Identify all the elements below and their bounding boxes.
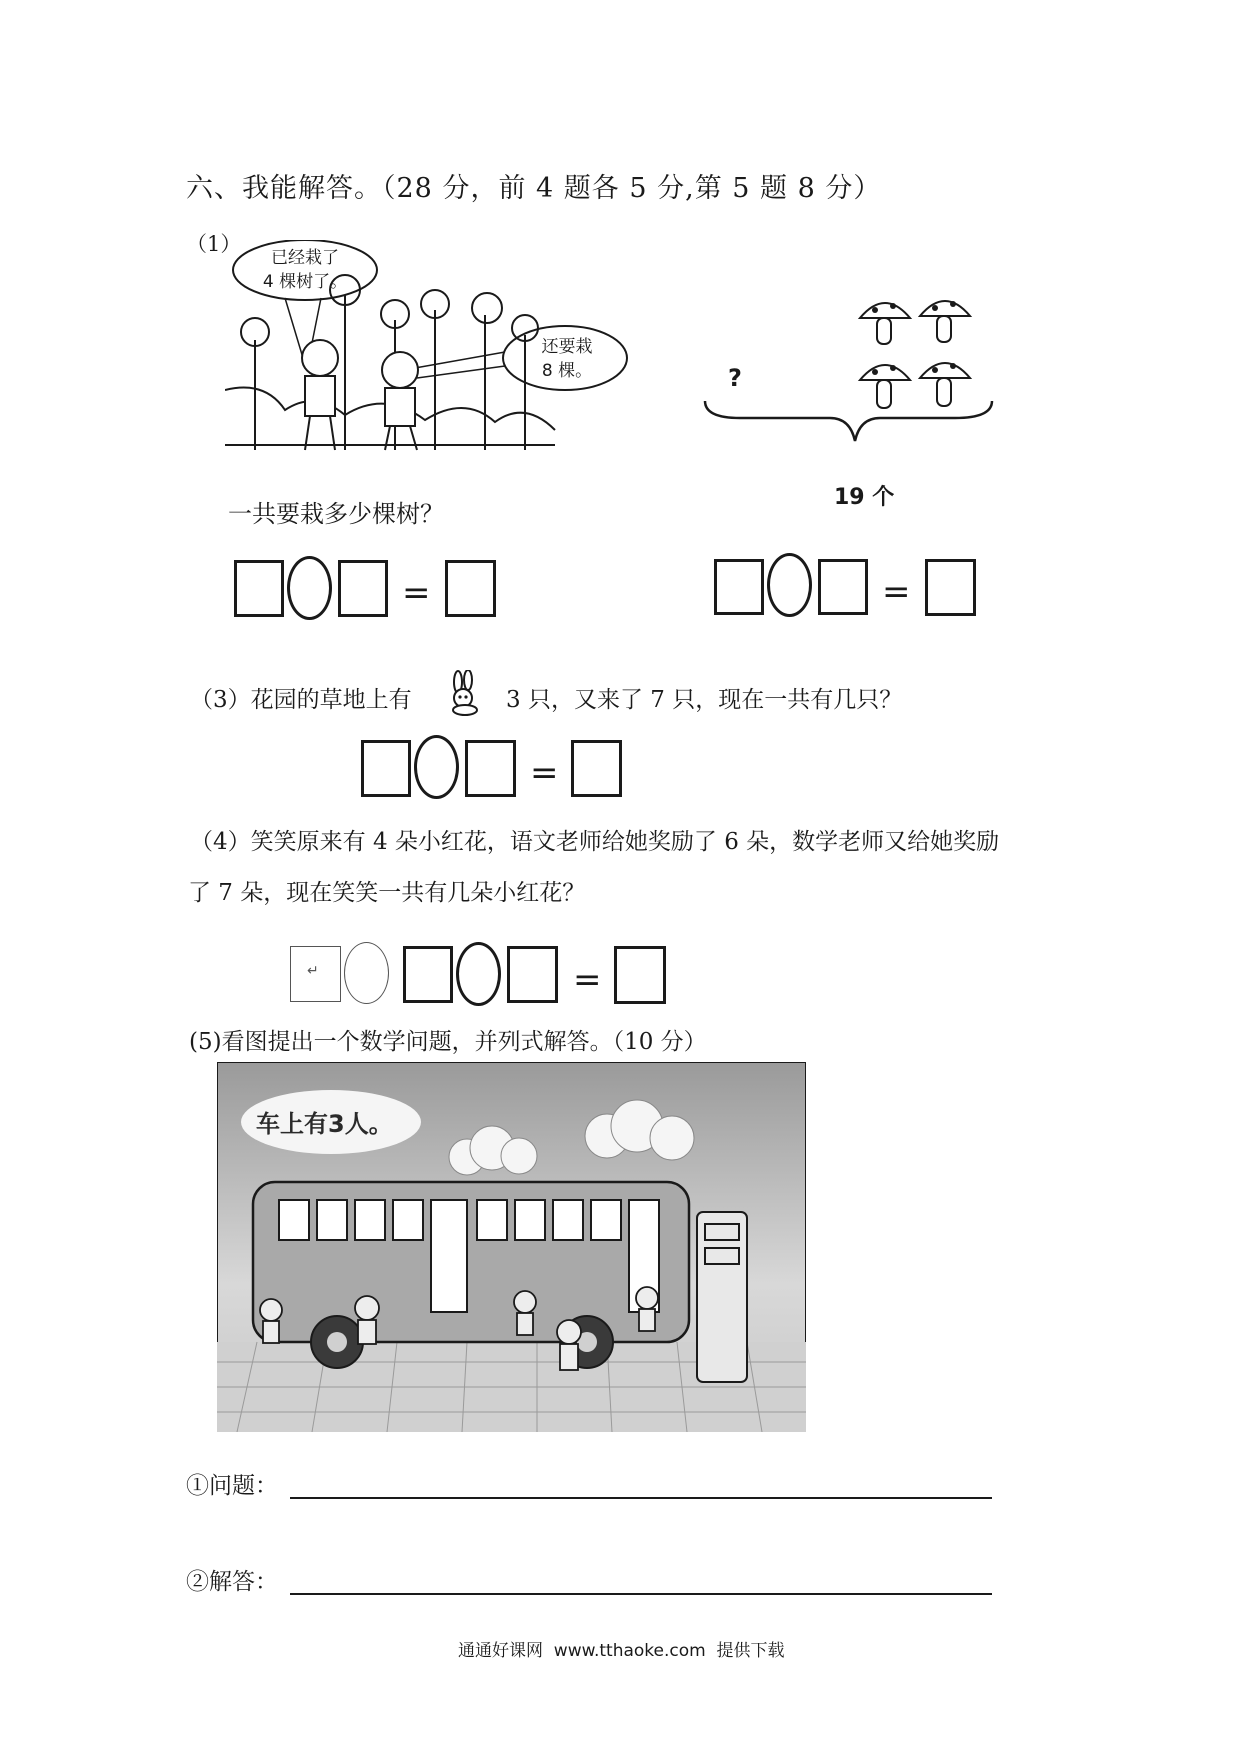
q5-title: (5)看图提出一个数学问题，并列式解答。（10 分） <box>189 1029 707 1055</box>
q1-operator-oval[interactable] <box>287 556 332 620</box>
q1-bubble-right <box>505 335 629 383</box>
q4-answer-box-2[interactable] <box>403 946 453 1003</box>
q5-answer-line[interactable] <box>290 1593 992 1595</box>
q2-brace <box>700 396 1000 456</box>
q3-answer-box-2[interactable] <box>465 740 516 797</box>
q4-operator-oval-1[interactable] <box>344 942 389 1004</box>
q1-equals-sign: = <box>402 573 431 613</box>
q3-result-box[interactable] <box>571 740 622 797</box>
footer-text: 通通好课网 www.tthaoke.com 提供下载 <box>458 1641 785 1661</box>
q2-result-box[interactable] <box>925 559 976 616</box>
q3-text-before: （3）花园的草地上有 <box>190 687 412 713</box>
q4-result-box[interactable] <box>614 946 666 1004</box>
q4-text-line2: 了 7 朵，现在笑笑一共有几朵小红花？ <box>188 880 586 906</box>
q1-bubble-right-line2: 8 棵。 <box>541 361 593 381</box>
q4-text-line1: （4）笑笑原来有 4 朵小红花，语文老师给她奖励了 6 朵，数学老师又给她奖励 <box>190 829 1000 855</box>
q1-question: 一共要栽多少棵树？ <box>228 500 444 528</box>
q5-answer-label: ②解答： <box>186 1569 278 1595</box>
rabbit-icon <box>440 670 486 716</box>
q4-return-mark: ↵ <box>307 963 319 979</box>
q1-answer-box-1[interactable] <box>234 560 284 617</box>
q5-question-label: ①问题： <box>186 1473 278 1499</box>
section-title: 六、我能解答。（28 分，前 4 题各 5 分,第 5 题 8 分） <box>186 173 882 204</box>
q1-result-box[interactable] <box>445 560 496 617</box>
q5-question-line[interactable] <box>290 1497 992 1499</box>
q2-unknown-mark: ? <box>728 364 742 392</box>
q1-bubble-right-line1: 还要栽 <box>541 337 593 357</box>
q3-operator-oval[interactable] <box>414 735 459 799</box>
q1-bubble-left <box>233 246 377 294</box>
q3-text-after: 3 只，又来了 7 只，现在一共有几只？ <box>506 687 903 713</box>
q4-equals-sign: = <box>573 960 602 1000</box>
q3-equals-sign: = <box>530 753 559 793</box>
q4-answer-box-1[interactable] <box>290 946 341 1002</box>
q2-operator-oval[interactable] <box>767 553 812 617</box>
q1-answer-box-2[interactable] <box>338 560 388 617</box>
q2-answer-box-2[interactable] <box>818 559 868 615</box>
q1-bubble-left-line2: 4 棵树了。 <box>262 272 348 292</box>
q1-bubble-left-line1: 已经栽了 <box>271 248 339 268</box>
q2-total-label: 19 个 <box>834 485 895 510</box>
q4-answer-box-3[interactable] <box>507 946 558 1003</box>
q5-bus-caption: 车上有3人。 <box>256 1110 393 1138</box>
q3-answer-box-1[interactable] <box>361 740 411 797</box>
q1-label: （1） <box>186 232 242 256</box>
q2-equals-sign: = <box>882 572 911 612</box>
q2-answer-box-1[interactable] <box>714 559 764 615</box>
q4-operator-oval-2[interactable] <box>456 942 501 1006</box>
